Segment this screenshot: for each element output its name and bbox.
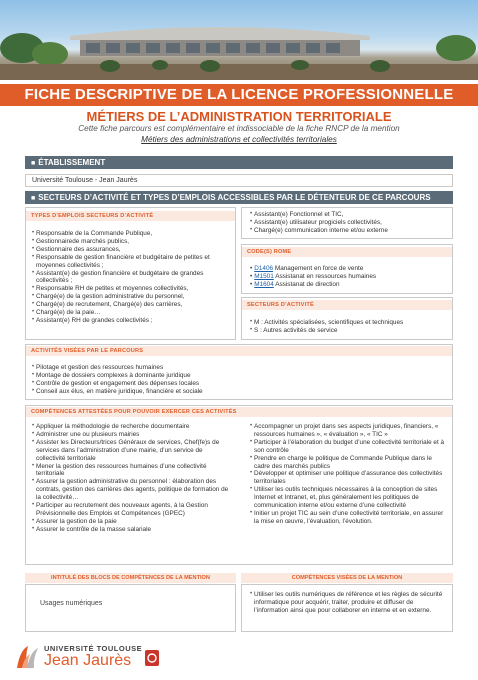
- activite-item: • Montage de dossiers complexes à dominante juridique: [32, 372, 442, 380]
- rome-code-label: Assistanat de direction: [273, 280, 340, 288]
- etablissement-value: Université Toulouse - Jean Jaurès: [25, 174, 453, 187]
- document-subtitle: MÉTIERS DE L’ADMINISTRATION TERRITORIALE: [86, 109, 392, 124]
- competence-item: • Administrer une ou plusieurs mairies: [32, 431, 232, 439]
- secteurs-activite-list: [250, 319, 450, 335]
- competence-item: • Initier un projet TIC au sein d’une collectivité territoriale, en assurer la mise en œuvre, l’évaluation, l’évolution.: [250, 510, 446, 526]
- activites-list: [32, 364, 442, 396]
- activites-box: [25, 344, 453, 400]
- competence-item: • Développer et optimiser une politique d’assurance des collectivités territoriales: [250, 470, 446, 486]
- rome-list: [250, 265, 450, 289]
- type-emploi-item: • Assistant(e) RH de grandes collectivités ;: [32, 317, 234, 325]
- blocs-row1-name: Usages numériques: [40, 600, 103, 607]
- competence-item: • Accompagner un projet dans ses aspects juridiques, financiers, « ressources humaines », « évaluation », « TIC »: [250, 423, 446, 439]
- activites-heading: ACTIVITÉS VISÉES PAR LE PARCOURS: [26, 346, 452, 356]
- competence-item: • Assurer la gestion administrative du personnel : élaboration des contrats, gestion des carrières des agents, politique de formation de la collectivité…: [32, 478, 232, 502]
- types-emplois-cont-list: [250, 211, 450, 235]
- type-emploi-item: • Gestionnaire des assurances,: [32, 246, 234, 254]
- type-emploi-item: • Assistant(e) Fonctionnel et TIC,: [250, 211, 450, 219]
- competence-item: • Assurer la gestion de la paie: [32, 518, 232, 526]
- etablissement-heading-text: ÉTABLISSEMENT: [38, 158, 106, 167]
- competence-item: • Assurer le contrôle de la masse salariale: [32, 526, 232, 534]
- rome-code-item: • M1501 Assistanat en ressources humaines: [250, 272, 377, 280]
- secteurs-heading: ■ SECTEURS D’ACTIVITÉ ET TYPES D’EMPLOIS ACCESSIBLES PAR LE DÉTENTEUR DE CE PARCOURS: [25, 191, 453, 204]
- activite-item: • Contrôle de gestion et engagement des dépenses locales: [32, 380, 442, 388]
- rome-code-label: Management en force de vente: [273, 265, 364, 272]
- secteur-activite-item: • S : Autres activités de service: [250, 327, 450, 335]
- university-logo-icon: [14, 642, 40, 670]
- competence-item: • Participer à l’élaboration du budget d’une collectivité territoriale et à son contrôle: [250, 439, 446, 455]
- competence-item: • Prendre en charge le politique de Commande Publique dans le cadre des marchés publics: [250, 455, 446, 471]
- competence-item: • Participer au recrutement des nouveaux agents, à la Gestion Prévisionnelle des Emplois et Compétences (GPEC): [32, 502, 232, 518]
- rome-code-link[interactable]: D1406: [254, 265, 274, 272]
- blocs-col1-heading: INTITULÉ DES BLOCS DE COMPÉTENCES DE LA MENTION: [25, 573, 236, 583]
- campus-photo: [0, 0, 478, 80]
- blocs-col2-heading: COMPÉTENCES VISÉES DE LA MENTION: [241, 573, 453, 583]
- campus-building: [70, 22, 370, 58]
- etablissement-heading: ■ ÉTABLISSEMENT: [25, 156, 453, 169]
- type-emploi-item: • Responsable RH de petites et moyennes collectivités,: [32, 285, 234, 293]
- type-emploi-item: • Chargé(e) de la paie…: [32, 309, 234, 317]
- bloc-competence-item: • Utiliser les outils numériques de référence et les règles de sécurité informatique pour acquérir, traiter, produire et diffuser de l’information ainsi que pour collaborer en interne et en externe.: [250, 591, 448, 615]
- type-emploi-item: • Gestionnairede marchés publics,: [32, 238, 234, 246]
- footer: [0, 640, 478, 680]
- competences-left-list: [32, 423, 232, 534]
- type-emploi-item: • Assistant(e) utilisateur progiciels collectivités,: [250, 219, 450, 227]
- type-emploi-item: • Responsable de la Commande Publique,: [32, 230, 234, 238]
- types-emplois-list: [32, 230, 234, 325]
- rome-code-item: • D1406 Management en force de vente: [250, 265, 364, 272]
- type-emploi-item: • Assistant(e) de gestion financière et budgétaire de grandes collectivités ;: [32, 270, 234, 286]
- rome-code-link[interactable]: M1604: [254, 280, 274, 288]
- competences-right-list: [250, 423, 446, 526]
- competence-item: • Appliquer la méthodologie de recherche documentaire: [32, 423, 232, 431]
- ministry-logo-icon: [145, 650, 159, 666]
- activite-item: • Conseil aux élus, en matière juridique, financière et sociale: [32, 388, 442, 396]
- secteurs-heading-text: SECTEURS D’ACTIVITÉ ET TYPES D’EMPLOIS ACCESSIBLES PAR LE DÉTENTEUR DE CE PARCOURS: [38, 193, 431, 202]
- campus-ground: [0, 60, 478, 80]
- types-emplois-cont-box: [241, 207, 453, 239]
- mention-link[interactable]: Métiers des administrations et collectivités territoriales: [141, 135, 337, 144]
- intro-line: Cette fiche parcours est complémentaire et indissociable de la fiche RNCP de la mention: [78, 124, 400, 133]
- competences-box: [25, 405, 453, 565]
- competence-item: • Assister les Directeurs/trices Généraux de services, Chef(fe)s de services dans l’administration d’une mairie, d’un service de collectivité territoriale: [32, 439, 232, 463]
- blocs-row1-items-cell: [241, 584, 453, 632]
- logo-line1: UNIVERSITÉ TOULOUSE: [44, 644, 143, 653]
- secteurs-activite-heading: SECTEURS D’ACTIVITÉ: [242, 300, 452, 310]
- competence-item: • Utiliser les outils techniques nécessaires à la conception de sites Internet et Intranet, et, plus généralement les politiques de communication interne et/ou externe d’une collectivité: [250, 486, 446, 510]
- blocs-row1-list: [250, 591, 448, 615]
- competence-item: • Mener la gestion des ressources humaines d’une collectivité territoriale: [32, 463, 232, 479]
- blocs-row1-name-cell: [25, 584, 236, 632]
- rome-code-label: Assistanat en ressources humaines: [273, 272, 377, 280]
- rome-heading: CODE(S) ROME: [242, 247, 452, 257]
- logo-line2: Jean Jaurès: [44, 652, 132, 669]
- type-emploi-item: • Chargé(e) de la gestion administrative du personnel,: [32, 293, 234, 301]
- activite-item: • Pilotage et gestion des ressources humaines: [32, 364, 442, 372]
- secteur-activite-item: • M : Activités spécialisées, scientifiques et techniques: [250, 319, 450, 327]
- type-emploi-item: • Chargé(e) de recrutement, Chargé(e) des carrières,: [32, 301, 234, 309]
- types-emplois-heading: TYPES D’EMPLOIS SECTEURS D’ACTIVITÉ: [26, 211, 235, 221]
- type-emploi-item: • Responsable de gestion financière et budgétaire de petites et moyennes collectivités ;: [32, 254, 234, 270]
- competences-heading: COMPÉTENCES ATTESTÉES POUR POUVOIR EXERCER CES ACTIVITÉS: [26, 407, 452, 417]
- secteurs-activite-box: [241, 297, 453, 340]
- intro-text: [0, 123, 478, 145]
- type-emploi-item: • Chargé(e) communication interne et/ou externe: [250, 227, 450, 235]
- rome-code-link[interactable]: M1501: [254, 272, 274, 280]
- document-title: FICHE DESCRIPTIVE DE LA LICENCE PROFESSIONNELLE: [0, 84, 478, 106]
- rome-box: [241, 244, 453, 294]
- rome-code-item: • M1604 Assistanat de direction: [250, 280, 340, 288]
- types-emplois-box: [25, 207, 236, 340]
